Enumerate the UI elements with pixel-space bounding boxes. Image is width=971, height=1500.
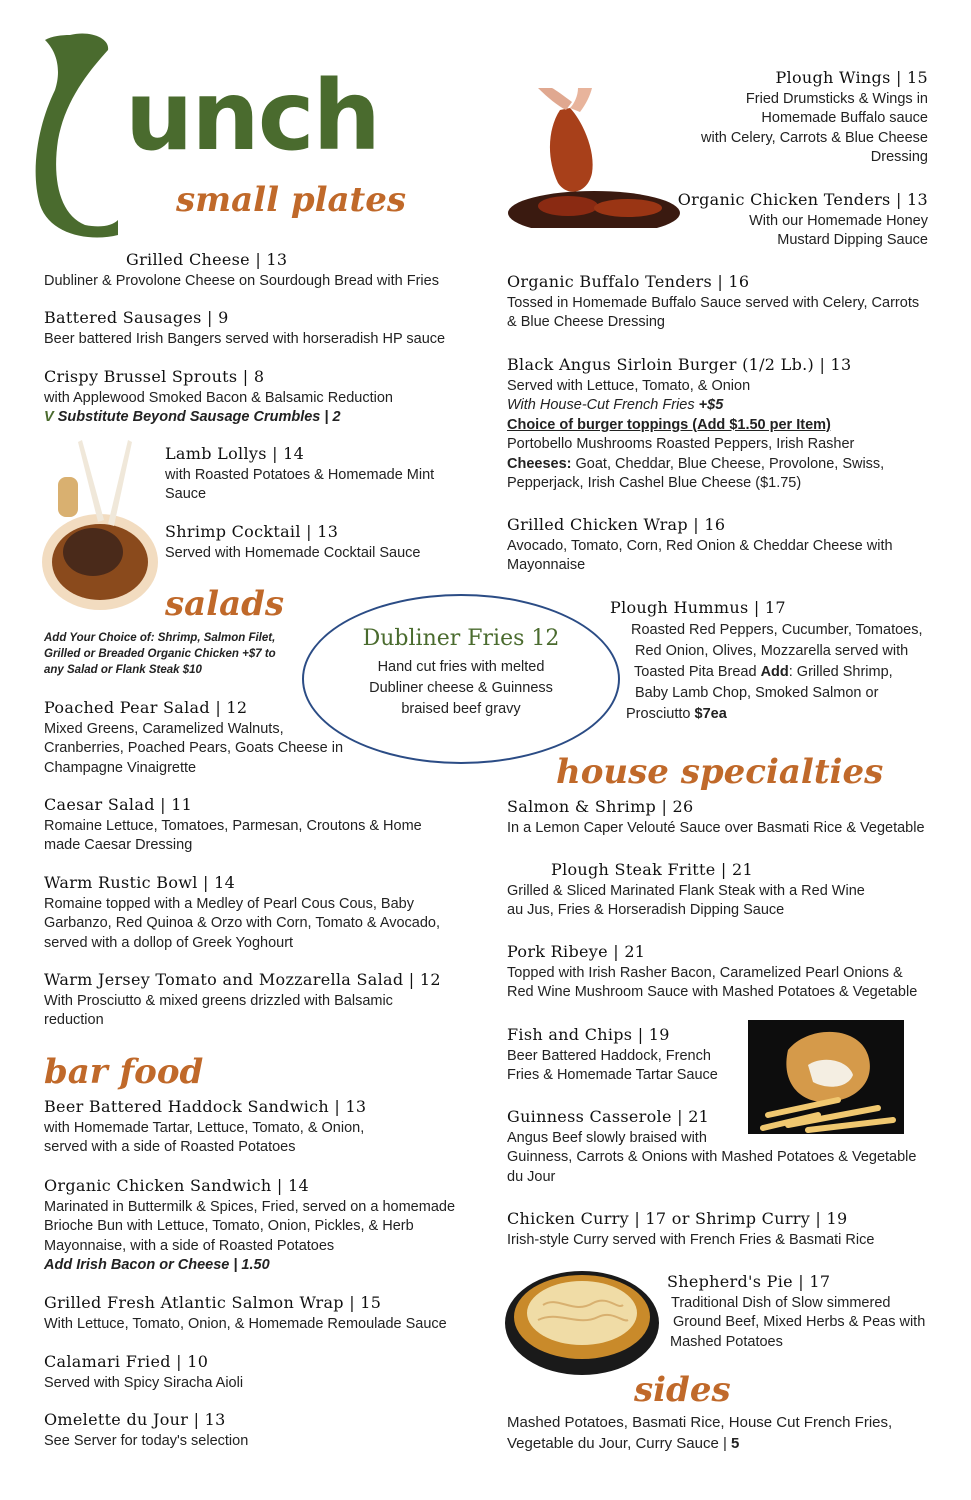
item-desc: Champagne Vinaigrette	[44, 759, 197, 776]
item-desc: Mayonnaise, with a side of Roasted Potatoes	[44, 1237, 335, 1254]
menu-item-calamari	[44, 1352, 494, 1393]
item-name: Pork Ribeye | 21	[507, 942, 646, 961]
item-desc: Mashed Potatoes	[670, 1333, 783, 1350]
item-name: Omelette du Jour | 13	[44, 1410, 226, 1429]
item-desc: Beer Battered Haddock, French	[507, 1047, 711, 1064]
item-name: Chicken Curry | 17 or Shrimp Curry | 19	[507, 1209, 848, 1228]
item-desc: Beer battered Irish Bangers served with horseradish HP sauce	[44, 330, 446, 347]
item-desc: In a Lemon Caper Velouté Sauce over Basmati Rice & Vegetable	[507, 819, 925, 836]
item-desc: Toasted Pita Bread	[634, 664, 761, 680]
item-addon: Add Irish Bacon or Cheese | 1.50	[44, 1257, 270, 1273]
item-desc: Brioche Bun with Lettuce, Tomato, Onion, Pickles, & Herb	[44, 1218, 414, 1234]
menu-item-caesar-salad	[44, 795, 474, 856]
item-name: Shepherd's Pie | 17	[667, 1272, 831, 1291]
feature-desc: braised beef gravy	[401, 701, 521, 717]
item-desc: With our Homemade Honey	[749, 212, 928, 229]
menu-item-omelette	[44, 1410, 494, 1451]
menu-item-fish-chips	[507, 1025, 747, 1086]
page-title: unch	[125, 60, 379, 172]
item-name: Grilled Cheese | 13	[126, 250, 288, 269]
item-name: Shrimp Cocktail | 13	[165, 522, 339, 541]
feature-name: Dubliner Fries 12	[362, 626, 560, 651]
note-line: any Salad or Flank Steak $10	[44, 664, 202, 676]
feature-desc: Dubliner cheese & Guinness	[369, 680, 553, 696]
item-desc: Garbanzo, Red Quinoa & Orzo with Corn, Tomato & Avocado,	[44, 915, 441, 931]
item-desc: Sauce	[165, 486, 207, 502]
item-fries-option: With House-Cut French Fries	[507, 397, 699, 413]
item-name: Plough Wings | 15	[775, 68, 928, 87]
item-desc: Roasted Red Peppers, Cucumber, Tomatoes,	[631, 622, 923, 638]
menu-item-salmon-shrimp	[507, 797, 937, 838]
item-desc: Ground Beef, Mixed Herbs & Peas with	[673, 1314, 926, 1330]
menu-item-chicken-tenders	[640, 190, 928, 251]
item-desc: with Roasted Potatoes & Homemade Mint	[165, 466, 435, 483]
menu-item-pear-salad	[44, 698, 474, 778]
item-fries-price: +$5	[698, 397, 724, 413]
menu-item-grilled-cheese	[44, 250, 474, 291]
item-desc: du Jour	[507, 1168, 556, 1185]
item-name: Grilled Fresh Atlantic Salmon Wrap | 15	[44, 1293, 382, 1312]
feature-desc: Hand cut fries with melted	[377, 659, 545, 675]
salad-add-note	[44, 630, 294, 678]
item-desc: Guinness, Carrots & Onions with Mashed Potatoes & Vegetable	[507, 1149, 917, 1165]
item-desc: : Grilled Shrimp,	[788, 664, 893, 680]
menu-item-sirloin-burger	[507, 355, 937, 494]
item-desc: Fries & Homemade Tartar Sauce	[507, 1067, 718, 1083]
shepherds-pie-photo	[503, 1265, 661, 1377]
menu-item-steak-fritte	[507, 860, 937, 921]
item-name: Crispy Brussel Sprouts | 8	[44, 367, 265, 386]
toppings-title: Choice of burger toppings (Add $1.50 per Item)	[507, 416, 831, 433]
menu-item-haddock-sandwich	[44, 1097, 484, 1158]
item-name: Black Angus Sirloin Burger (1/2 Lb.) | 13	[507, 355, 852, 374]
item-name: Organic Chicken Tenders | 13	[677, 190, 928, 209]
menu-item-shrimp-cocktail	[165, 522, 475, 563]
item-desc: Red Wine Mushroom Sauce with Mashed Potatoes & Vegetable	[507, 984, 918, 1000]
sides-price: 5	[731, 1435, 740, 1452]
menu-item-chicken-wrap	[507, 515, 937, 576]
section-sides: sides	[634, 1370, 731, 1410]
item-desc: served with a dollop of Greek Yoghourt	[44, 934, 294, 951]
item-desc: Mixed Greens, Caramelized Walnuts,	[44, 720, 284, 737]
add-label: Add	[760, 664, 789, 680]
sides-list: Vegetable du Jour, Curry Sauce |	[507, 1435, 732, 1452]
cheeses-list: Goat, Cheddar, Blue Cheese, Provolone, Swiss,	[571, 455, 885, 472]
item-name: Warm Rustic Bowl | 14	[44, 873, 236, 892]
item-desc: Red Onion, Olives, Mozzarella served with	[635, 643, 909, 659]
item-desc: Mustard Dipping Sauce	[777, 232, 928, 248]
menu-item-salmon-wrap	[44, 1293, 494, 1334]
menu-item-lamb-lollys	[165, 444, 475, 505]
item-desc: with Celery, Carrots & Blue Cheese	[701, 129, 928, 146]
item-name: Poached Pear Salad | 12	[44, 698, 248, 717]
item-substitute: Substitute Beyond Sausage Crumbles | 2	[57, 409, 341, 425]
item-desc: Grilled & Sliced Marinated Flank Steak with a Red Wine	[507, 882, 865, 899]
item-name: Organic Buffalo Tenders | 16	[507, 272, 750, 291]
item-desc: Prosciutto	[626, 706, 695, 722]
item-desc: Served with Lettuce, Tomato, & Onion	[507, 377, 751, 394]
item-name: Warm Jersey Tomato and Mozzarella Salad | 12	[44, 970, 441, 989]
menu-item-plough-wings	[640, 68, 928, 168]
item-name: Lamb Lollys | 14	[165, 444, 305, 463]
item-desc: Tossed in Homemade Buffalo Sauce served with Celery, Carrots	[507, 294, 920, 311]
item-desc: Baby Lamb Chop, Smoked Salmon or	[635, 685, 879, 701]
note-line: Grilled or Breaded Organic Chicken +$7 to	[44, 648, 276, 660]
item-desc: Dressing	[870, 149, 928, 165]
sides-list: Mashed Potatoes, Basmati Rice, House Cut French Fries,	[507, 1414, 893, 1431]
item-desc: served with a side of Roasted Potatoes	[44, 1139, 296, 1155]
menu-item-chicken-sandwich	[44, 1176, 494, 1276]
item-desc: Topped with Irish Rasher Bacon, Caramelized Pearl Onions &	[507, 964, 903, 981]
section-salads: salads	[165, 584, 285, 624]
item-name: Fish and Chips | 19	[507, 1025, 670, 1044]
item-desc: With Prosciutto & mixed greens drizzled with Balsamic	[44, 992, 393, 1009]
item-desc: with Applewood Smoked Bacon & Balsamic Reduction	[44, 389, 393, 406]
item-name: Organic Chicken Sandwich | 14	[44, 1176, 309, 1195]
item-desc: Served with Homemade Cocktail Sauce	[165, 544, 421, 561]
item-name: Caesar Salad | 11	[44, 795, 193, 814]
item-desc: Dubliner & Provolone Cheese on Sourdough Bread with Fries	[44, 272, 439, 289]
item-desc: Romaine Lettuce, Tomatoes, Parmesan, Croutons & Home	[44, 817, 422, 834]
cheeses-list: Pepperjack, Irish Cashel Blue Cheese ($1.75)	[507, 475, 802, 491]
item-name: Plough Hummus | 17	[610, 598, 786, 617]
lamb-photo	[38, 432, 160, 614]
item-desc: Cranberries, Poached Pears, Goats Cheese in	[44, 740, 344, 756]
section-small-plates: small plates	[176, 180, 407, 220]
menu-item-sides	[507, 1412, 947, 1454]
item-desc: & Blue Cheese Dressing	[507, 314, 665, 330]
item-desc: reduction	[44, 1012, 104, 1028]
menu-item-guinness-casserole	[507, 1107, 937, 1187]
item-name: Battered Sausages | 9	[44, 308, 229, 327]
item-desc: With Lettuce, Tomato, Onion, & Homemade Remoulade Sauce	[44, 1315, 447, 1332]
item-desc: Fried Drumsticks & Wings in	[745, 90, 928, 107]
item-desc: Romaine topped with a Medley of Pearl Cous Cous, Baby	[44, 895, 414, 912]
item-name: Plough Steak Fritte | 21	[551, 860, 753, 879]
item-desc: au Jus, Fries & Horseradish Dipping Sauce	[507, 902, 785, 918]
menu-item-buffalo-tenders	[507, 272, 937, 333]
item-desc: made Caesar Dressing	[44, 837, 193, 853]
toppings-list: Portobello Mushrooms Roasted Peppers, Irish Rasher	[507, 436, 855, 452]
menu-item-shepherds-pie	[667, 1272, 957, 1352]
vegan-marker: V	[44, 409, 54, 425]
item-desc: Marinated in Buttermilk & Spices, Fried, served on a homemade	[44, 1198, 456, 1215]
item-desc: Traditional Dish of Slow simmered	[671, 1294, 891, 1311]
item-desc: Angus Beef slowly braised with	[507, 1129, 707, 1146]
menu-item-pork-ribeye	[507, 942, 937, 1003]
section-bar-food: bar food	[44, 1052, 204, 1092]
item-name: Guinness Casserole | 21	[507, 1107, 710, 1126]
menu-item-hummus	[610, 597, 940, 725]
menu-item-battered-sausages	[44, 308, 474, 349]
item-desc: with Homemade Tartar, Lettuce, Tomato, & Onion,	[44, 1119, 365, 1136]
item-name: Salmon & Shrimp | 26	[507, 797, 694, 816]
item-desc: Mayonnaise	[507, 557, 586, 573]
item-desc: Homemade Buffalo sauce	[761, 110, 928, 126]
title-initial-l	[30, 30, 120, 240]
item-name: Beer Battered Haddock Sandwich | 13	[44, 1097, 367, 1116]
item-name: Grilled Chicken Wrap | 16	[507, 515, 726, 534]
svg-text:L: L	[30, 30, 31, 31]
item-desc: Served with Spicy Siracha Aioli	[44, 1374, 244, 1391]
menu-item-rustic-bowl	[44, 873, 484, 953]
item-desc: Avocado, Tomato, Corn, Red Onion & Cheddar Cheese with	[507, 537, 893, 554]
section-house-specialties: house specialties	[556, 752, 884, 792]
menu-item-brussel-sprouts	[44, 367, 474, 428]
item-price: $7ea	[694, 706, 727, 722]
item-desc: See Server for today's selection	[44, 1432, 249, 1449]
note-line: Add Your Choice of: Shrimp, Salmon Filet,	[44, 632, 276, 644]
menu-item-curry	[507, 1209, 937, 1250]
item-name: Calamari Fried | 10	[44, 1352, 209, 1371]
menu-item-jersey-tomato	[44, 970, 484, 1031]
item-desc: Irish-style Curry served with French Fries & Basmati Rice	[507, 1231, 875, 1248]
cheeses-label: Cheeses:	[507, 455, 572, 472]
